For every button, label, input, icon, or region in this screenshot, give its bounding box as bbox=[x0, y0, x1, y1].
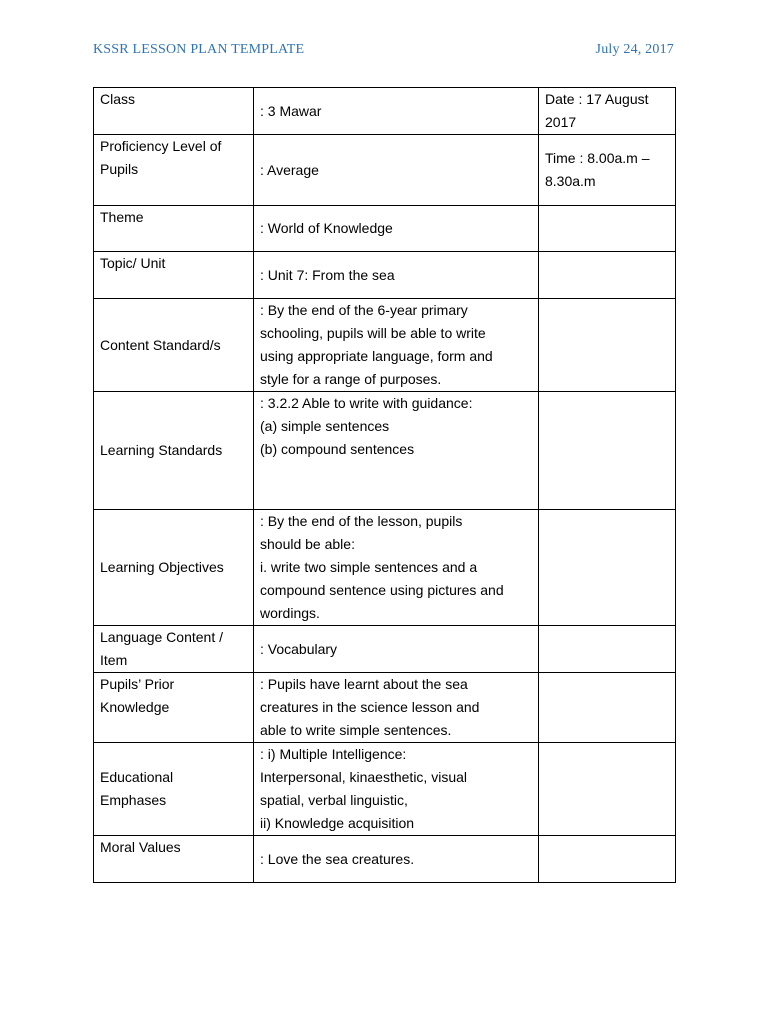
theme-empty-cell bbox=[539, 206, 676, 252]
date-line-1: Date : 17 August bbox=[545, 91, 649, 107]
educational-emphases-label-line-2: Emphases bbox=[100, 792, 167, 808]
moral-values-value-text: : Love the sea creatures. bbox=[260, 850, 415, 867]
educational-emphases-value bbox=[254, 743, 539, 836]
theme-value bbox=[254, 206, 539, 252]
topic-empty-cell bbox=[539, 252, 676, 299]
language-content-empty-cell bbox=[539, 626, 676, 673]
theme-value-text: : World of Knowledge bbox=[260, 220, 393, 236]
content-standard-value bbox=[254, 299, 539, 392]
prior-knowledge-line-3: able to write simple sentences. bbox=[260, 722, 452, 738]
educational-emphases-line-4: ii) Knowledge acquisition bbox=[260, 815, 415, 831]
theme-label-text: Theme bbox=[100, 209, 144, 225]
topic-label bbox=[94, 252, 254, 299]
proficiency-label-line-2: Pupils bbox=[100, 161, 139, 177]
content-standard-label-text: Content Standard/s bbox=[100, 336, 221, 353]
educational-emphases-line-3: spatial, verbal linguistic, bbox=[260, 792, 408, 808]
prior-knowledge-line-2: creatures in the science lesson and bbox=[260, 699, 480, 715]
table-row-moral-values bbox=[94, 836, 676, 883]
topic-label-text: Topic/ Unit bbox=[100, 255, 166, 271]
learning-standards-line-3: (b) compound sentences bbox=[260, 441, 415, 457]
language-content-label-line-1: Language Content / bbox=[100, 629, 223, 645]
time-line-1: Time : 8.00a.m – bbox=[545, 150, 650, 166]
class-value-text: : 3 Mawar bbox=[260, 102, 322, 119]
table-row-educational-emphases bbox=[94, 743, 676, 836]
table-row-learning-standards bbox=[94, 392, 676, 510]
prior-knowledge-label-line-2: Knowledge bbox=[100, 699, 170, 715]
learning-standards-line-2: (a) simple sentences bbox=[260, 418, 390, 434]
date-cell bbox=[539, 88, 676, 135]
topic-value bbox=[254, 252, 539, 299]
class-label bbox=[94, 88, 254, 135]
language-content-label bbox=[94, 626, 254, 673]
learning-objectives-line-5: wordings. bbox=[260, 605, 320, 621]
content-standard-label bbox=[94, 299, 254, 392]
class-label-text: Class bbox=[100, 91, 136, 107]
learning-objectives-label bbox=[94, 510, 254, 626]
prior-knowledge-label bbox=[94, 673, 254, 743]
table-row-prior-knowledge bbox=[94, 673, 676, 743]
table-row-topic bbox=[94, 252, 676, 299]
language-content-label-line-2: Item bbox=[100, 652, 128, 668]
class-value bbox=[254, 88, 539, 135]
prior-knowledge-label-line-1: Pupils’ Prior bbox=[100, 676, 175, 692]
proficiency-label bbox=[94, 135, 254, 206]
learning-standards-line-1: : 3.2.2 Able to write with guidance: bbox=[260, 395, 473, 411]
time-line-2: 8.30a.m bbox=[545, 173, 596, 189]
educational-emphases-line-2: Interpersonal, kinaesthetic, visual bbox=[260, 769, 467, 785]
table-row-content-standard bbox=[94, 299, 676, 392]
table-row-language-content bbox=[94, 626, 676, 673]
table-row-theme bbox=[94, 206, 676, 252]
proficiency-value-text: : Average bbox=[260, 161, 319, 178]
educational-emphases-empty-cell bbox=[539, 743, 676, 836]
content-standard-line-1: : By the end of the 6-year primary bbox=[260, 302, 468, 318]
moral-values-value bbox=[254, 836, 539, 883]
moral-values-empty-cell bbox=[539, 836, 676, 883]
educational-emphases-line-1: : i) Multiple Intelligence: bbox=[260, 746, 407, 762]
prior-knowledge-value bbox=[254, 673, 539, 743]
topic-value-text: : Unit 7: From the sea bbox=[260, 266, 395, 283]
proficiency-label-line-1: Proficiency Level of bbox=[100, 138, 222, 154]
learning-standards-empty-cell bbox=[539, 392, 676, 510]
prior-knowledge-line-1: : Pupils have learnt about the sea bbox=[260, 676, 468, 692]
table-row-class bbox=[94, 88, 676, 135]
educational-emphases-label bbox=[94, 743, 254, 836]
educational-emphases-label-line-1: Educational bbox=[100, 769, 174, 785]
content-standard-line-3: using appropriate language, form and bbox=[260, 348, 493, 364]
content-standard-line-4: style for a range of purposes. bbox=[260, 371, 442, 387]
theme-label bbox=[94, 206, 254, 252]
time-cell bbox=[539, 135, 676, 206]
moral-values-label bbox=[94, 836, 254, 883]
learning-standards-label bbox=[94, 392, 254, 510]
table-row-learning-objectives bbox=[94, 510, 676, 626]
learning-objectives-empty-cell bbox=[539, 510, 676, 626]
content-standard-empty-cell bbox=[539, 299, 676, 392]
learning-objectives-value bbox=[254, 510, 539, 626]
learning-standards-label-text: Learning Standards bbox=[100, 442, 223, 458]
table-row-proficiency bbox=[94, 135, 676, 206]
learning-objectives-line-1: : By the end of the lesson, pupils bbox=[260, 513, 463, 529]
moral-values-label-text: Moral Values bbox=[100, 839, 181, 855]
content-standard-line-2: schooling, pupils will be able to write bbox=[260, 325, 486, 341]
learning-objectives-line-4: compound sentence using pictures and bbox=[260, 582, 504, 598]
proficiency-value bbox=[254, 135, 539, 206]
prior-knowledge-empty-cell bbox=[539, 673, 676, 743]
language-content-value bbox=[254, 626, 539, 673]
document-header-title: KSSR LESSON PLAN TEMPLATE bbox=[93, 42, 305, 57]
date-line-2: 2017 bbox=[545, 114, 577, 130]
language-content-value-text: : Vocabulary bbox=[260, 640, 338, 657]
learning-standards-value bbox=[254, 392, 539, 510]
document-header-date: July 24, 2017 bbox=[595, 42, 674, 57]
learning-objectives-label-text: Learning Objectives bbox=[100, 559, 224, 575]
learning-objectives-line-2: should be able: bbox=[260, 536, 355, 552]
lesson-plan-table bbox=[93, 87, 676, 883]
learning-objectives-line-3: i. write two simple sentences and a bbox=[260, 559, 478, 575]
